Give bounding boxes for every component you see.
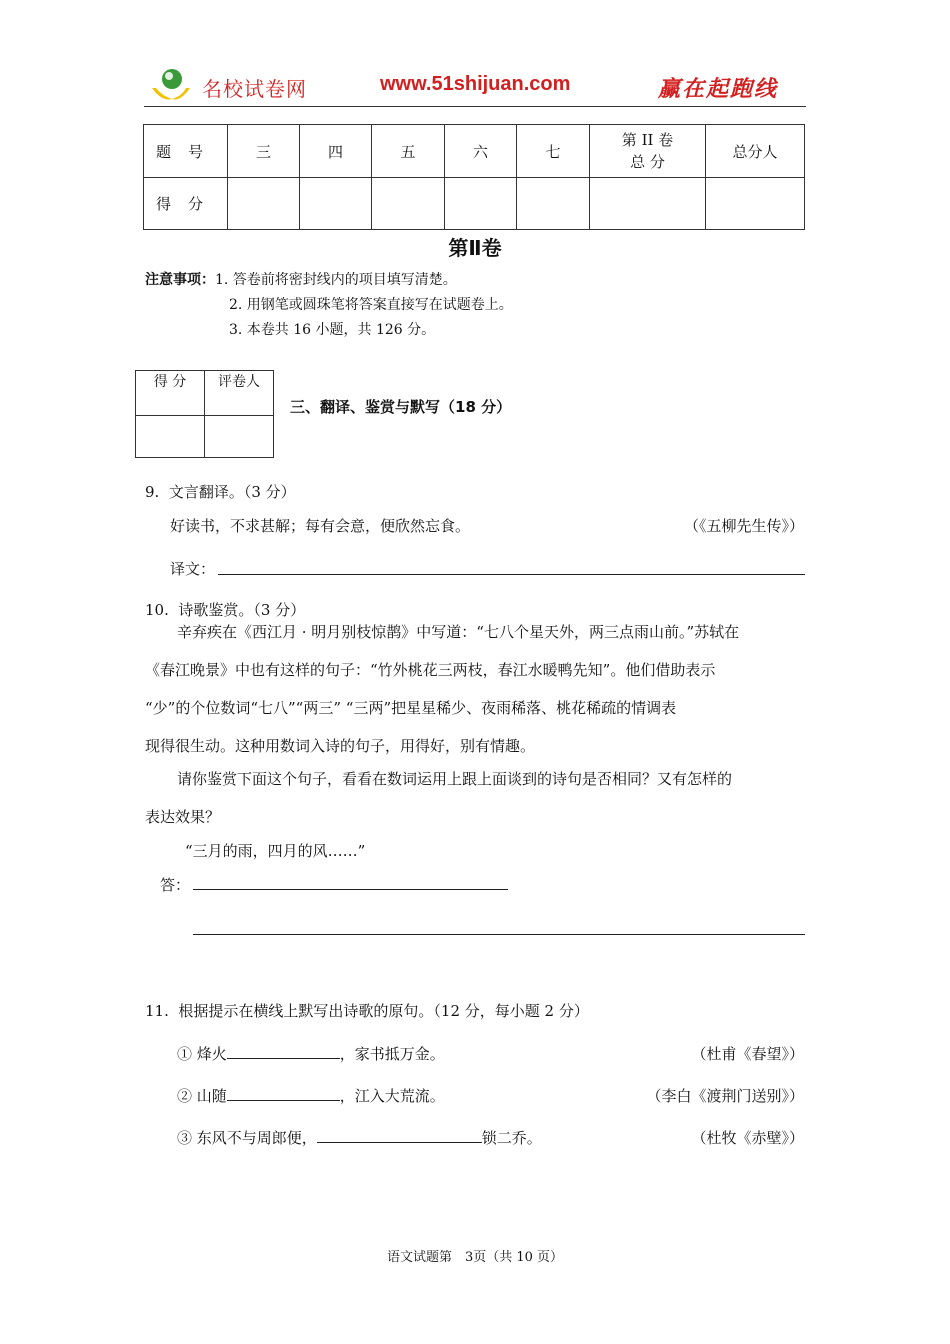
q11-item-before: ① 烽火 xyxy=(177,1045,227,1063)
q11-item-after: ，家书抵万金。 xyxy=(339,1045,445,1063)
q10-answer-line-2[interactable] xyxy=(193,934,805,935)
score-col-grader: 总分人 xyxy=(706,125,805,178)
page-footer: 语文试题第 3页（共 10 页） xyxy=(386,1250,564,1265)
score-cell[interactable] xyxy=(300,178,372,230)
q10-para-line: “少”的个位数词“七八”“两三” “三两”把星星稀少、夜雨稀落、桃花稀疏的情调表 xyxy=(145,699,677,717)
q9-answer-line[interactable] xyxy=(218,574,805,575)
q11-item-before: ③ 东风不与周郎便， xyxy=(177,1129,317,1147)
site-logo-icon xyxy=(150,66,192,104)
score-col-vol2-total xyxy=(590,125,706,178)
note-line xyxy=(145,268,513,293)
grader-table xyxy=(135,370,274,458)
q9-sentence: 好读书，不求甚解；每有会意，便欣然忘食。 xyxy=(170,517,471,535)
section-title: 三、翻译、鉴赏与默写（18 分） xyxy=(290,398,512,416)
q11-item xyxy=(177,1043,445,1064)
note-item: 3. 本卷共 16 小题，共 126 分。 xyxy=(229,322,436,338)
notes-block xyxy=(145,268,513,343)
q10-task xyxy=(145,760,810,836)
q11-item-after: ，江入大荒流。 xyxy=(339,1087,445,1105)
q9-source: （《五柳先生传》） xyxy=(683,517,804,535)
q11-item-after: 锁二乔。 xyxy=(481,1129,542,1147)
q10-task-line: 请你鉴赏下面这个句子，看看在数词运用上跟上面谈到的诗句是否相同？又有怎样的 xyxy=(177,770,733,788)
q11-header xyxy=(145,1000,589,1021)
q11-blank[interactable] xyxy=(317,1128,482,1143)
score-cell[interactable] xyxy=(517,178,590,230)
score-col-6: 六 xyxy=(445,125,517,178)
q11-item-before: ② 山随 xyxy=(177,1087,227,1105)
score-col-3: 三 xyxy=(228,125,300,178)
grader-name-label: 评卷人 xyxy=(205,371,274,416)
q10-task-line: 表达效果？ xyxy=(145,808,221,826)
q10-para-line: 《春江晚景》中也有这样的句子：“竹外桃花三两枝，春江水暖鸭先知”。他们借助表示 xyxy=(145,661,716,679)
score-cell[interactable] xyxy=(228,178,300,230)
q11-blank[interactable] xyxy=(227,1044,340,1059)
note-item: 1. 答卷前将密封线内的项目填写清楚。 xyxy=(215,272,457,288)
score-cell[interactable] xyxy=(706,178,805,230)
score-col-5: 五 xyxy=(372,125,445,178)
volume-title: 第Ⅱ卷 xyxy=(448,236,502,260)
q9-prompt: 文言翻译。（3 分） xyxy=(168,483,296,501)
q11-item-source: （李白《渡荆门送别》） xyxy=(646,1087,804,1105)
q10-answer-line[interactable] xyxy=(193,889,508,890)
score-cell[interactable] xyxy=(590,178,706,230)
q10-number: 10. xyxy=(145,601,169,619)
grader-score-cell[interactable] xyxy=(136,416,205,458)
score-row-label: 得 分 xyxy=(144,178,228,230)
grader-table-input-row xyxy=(136,416,274,458)
q10-para-line: 辛弃疾在《西江月 · 明月别枝惊鹊》中写道：“七八个星天外，两三点雨山前。”苏轼在 xyxy=(177,623,740,641)
score-cell[interactable] xyxy=(445,178,517,230)
q10-para-line: 现得很生动。这种用数词入诗的句子，用得好，别有情趣。 xyxy=(145,737,536,755)
q9-header xyxy=(145,481,296,502)
q10-answer-label: 答： xyxy=(160,876,191,894)
score-cell[interactable] xyxy=(372,178,445,230)
vol2-label: 第 II 卷 xyxy=(621,131,674,149)
q11-item-source: （杜牧《赤壁》） xyxy=(691,1129,804,1147)
score-table-label: 题 号 xyxy=(144,125,228,178)
grader-table-header-row xyxy=(136,371,274,416)
q10-paragraph xyxy=(145,613,810,765)
total-label: 总 分 xyxy=(630,153,665,171)
site-url[interactable]: www.51shijuan.com xyxy=(380,73,571,95)
header-divider xyxy=(144,106,806,107)
q11-prompt: 根据提示在横线上默写出诗歌的原句。（12 分，每小题 2 分） xyxy=(178,1002,589,1020)
q11-blank[interactable] xyxy=(227,1086,340,1101)
site-name: 名校试卷网 xyxy=(202,77,307,101)
q11-item xyxy=(177,1127,542,1148)
q10-prompt: 诗歌鉴赏。（3 分） xyxy=(178,601,306,619)
slogan: 赢在起跑线 xyxy=(658,76,779,102)
q11-number: 11. xyxy=(145,1002,169,1020)
notes-label: 注意事项： xyxy=(145,272,215,288)
score-table xyxy=(143,124,805,230)
grader-score-label: 得 分 xyxy=(136,371,205,416)
q9-answer-label: 译文： xyxy=(170,560,216,578)
q10-quote: “三月的雨，四月的风……” xyxy=(185,842,366,860)
score-col-4: 四 xyxy=(300,125,372,178)
grader-name-cell[interactable] xyxy=(205,416,274,458)
score-col-7: 七 xyxy=(517,125,590,178)
q11-item xyxy=(177,1085,445,1106)
note-item: 2. 用钢笔或圆珠笔将答案直接写在试题卷上。 xyxy=(229,297,513,313)
q11-item-source: （杜甫《春望》） xyxy=(691,1045,804,1063)
score-table-score-row xyxy=(144,178,805,230)
score-table-header-row xyxy=(144,125,805,178)
q9-number: 9. xyxy=(145,483,160,501)
